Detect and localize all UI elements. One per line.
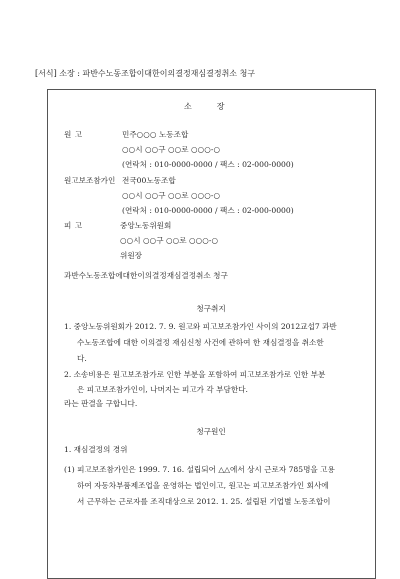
plaintiff-role: 원 고 — [64, 130, 83, 139]
defendant-role: 피 고 — [64, 221, 83, 230]
case-title: 과반수노동조합에대한이의결정재심결정취소 청구 — [64, 271, 228, 280]
defendant-representative: 위원장 — [120, 251, 143, 260]
intervenor-contact: (연락처 : 010-0000-0000 / 팩스 : 02-000-0000) — [122, 206, 294, 215]
claim-line: 2. 소송비용은 원고보조참가로 인한 부분을 포함하여 피고보조참가로 인한 부분 — [64, 370, 326, 379]
claim-line: 수노동조합에 대한 이의결정 재심신청 사건에 관하여 한 재심결정을 취소한 — [77, 338, 324, 347]
claim-line: 라는 판결을 구합니다. — [64, 399, 138, 408]
plaintiff-contact: (연락처 : 010-0000-0000 / 팩스 : 02-000-0000) — [122, 160, 294, 169]
intervenor-name: 전국00노동조합 — [122, 176, 176, 185]
reason-heading: 청구원인 — [196, 427, 226, 436]
document-title — [184, 103, 225, 111]
reason-line: 서 근무하는 근로자를 조직대상으로 2012. 1. 25. 설립된 기업별 노동조합이 — [77, 497, 331, 506]
title-left: 소 — [184, 102, 193, 111]
plaintiff-address: ○○시 ○○구 ○○로 ○○○-○ — [122, 145, 221, 154]
claim-line: 1. 중앙노동위원회가 2012. 7. 9. 원고와 피고보조참가인 사이의 2012교섭7 과반 — [64, 322, 337, 331]
defendant-name: 중앙노동위원회 — [120, 221, 172, 230]
plaintiff-name: 민주○○○ 노동조합 — [122, 130, 189, 139]
intervenor-address: ○○시 ○○구 ○○로 ○○○-○ — [122, 191, 221, 200]
claim-line: 은 피고보조참가인이, 나머지는 피고가 각 부담한다. — [77, 385, 248, 394]
reason-line: 하여 자동차부품제조업을 운영하는 법인이고, 원고는 피고보조참가인 회사에 — [77, 481, 329, 490]
claim-line: 다. — [77, 354, 87, 363]
section-heading: 1. 재심결정의 경위 — [64, 445, 128, 454]
title-right: 장 — [216, 102, 226, 111]
document-header: [서식] 소장 : 파반수노동조합이대한이의결정재심결정취소 청구 — [35, 69, 256, 78]
defendant-address: ○○시 ○○구 ○○로 ○○○-○ — [120, 236, 219, 245]
claim-heading: 청구취지 — [196, 304, 226, 313]
intervenor-role: 원고보조참가인 — [64, 176, 116, 185]
reason-line: (1) 피고보조참가인은 1999. 7. 16. 설립되어 △△에서 상시 근로자 785명을 고용 — [64, 465, 335, 474]
